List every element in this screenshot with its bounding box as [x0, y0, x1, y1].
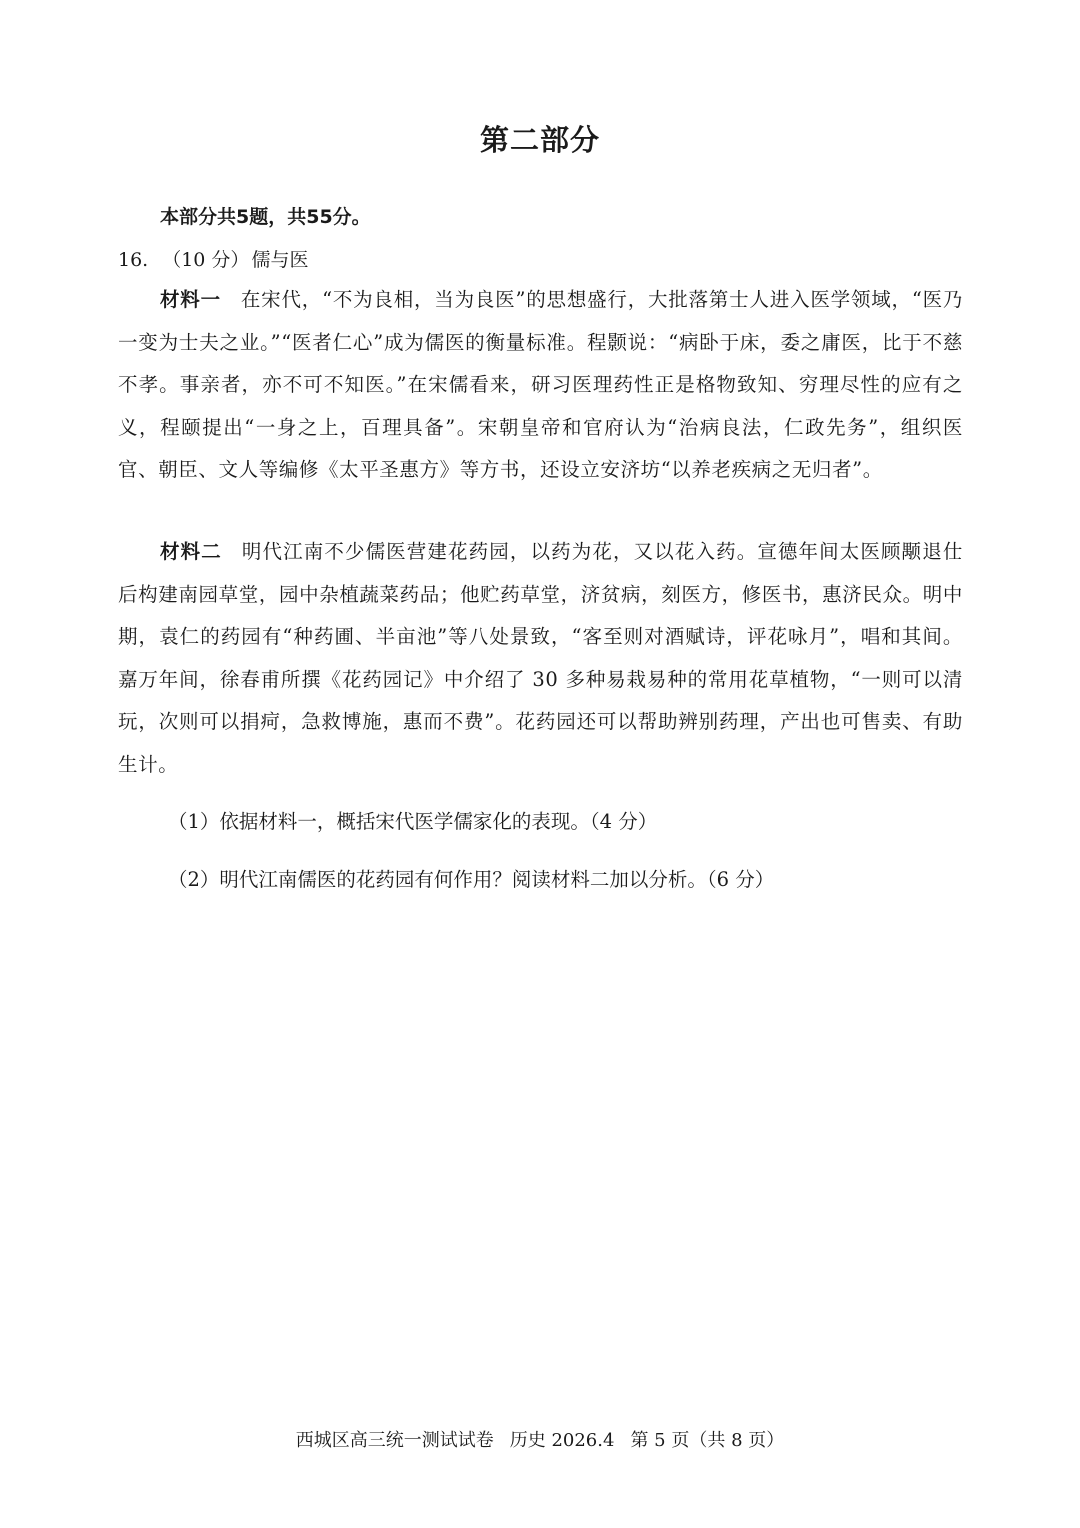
- question-header: [118, 245, 322, 272]
- material-two-label: 材料二: [160, 540, 222, 563]
- footer-subject: 历史 2026.4: [509, 1430, 615, 1451]
- material-two: [118, 531, 963, 786]
- sub-question-1: （1）依据材料一，概括宋代医学儒家化的表现。（4 分）: [168, 810, 658, 833]
- material-two-text: 明代江南不少儒医营建花药园，以药为花，又以花入药。宣德年间太医顾颙退仕后构建南园草堂，园中杂植蔬菜药品；他贮药草堂，济贫病，刻医方，修医书，惠济民众。明中期，袁仁的药园有“种药圃、半亩池”等八处景致，“客至则对酒赋诗，评花咏月”，唱和其间。嘉万年间，徐春甫所撰《花药园记》中介绍了 30 多种易栽易种的常用花草植物，“一则可以清玩，次则可以捐疴，急救博施，惠而不费”。花药园还可以帮助辨别药理，产出也可售卖、有助生计。: [118, 540, 963, 776]
- footer-page-number: 第 5 页（共 8 页）: [630, 1430, 785, 1451]
- material-one-text: 在宋代，“不为良相，当为良医”的思想盛行，大批落第士人进入医学领域，“医乃一变为士夫之业。”“医者仁心”成为儒医的衡量标准。程颢说：“病卧于床，委之庸医，比于不慈不孝。事亲者，亦不可不知医。”在宋儒看来，研习医理药性正是格物致知、穷理尽性的应有之义，程颐提出“一身之上，百理具备”。宋朝皇帝和官府认为“治病良法，仁政先务”，组织医官、朝臣、文人等编修《太平圣惠方》等方书，还设立安济坊“以养老疾病之无归者”。: [118, 288, 963, 481]
- page-footer: [0, 1426, 1080, 1452]
- material-one: [118, 279, 963, 492]
- section-intro: 本部分共5题，共55分。: [160, 206, 371, 228]
- question-points: （10 分）: [162, 249, 250, 271]
- material-one-label: 材料一: [160, 288, 221, 311]
- footer-exam-name: 西城区高三统一测试试卷: [295, 1430, 494, 1451]
- question-number: 16.: [118, 249, 149, 271]
- question-topic: 儒与医: [251, 249, 309, 271]
- section-title: 第二部分: [479, 123, 600, 157]
- sub-question-2: （2）明代江南儒医的花药园有何作用？阅读材料二加以分析。（6 分）: [168, 868, 775, 891]
